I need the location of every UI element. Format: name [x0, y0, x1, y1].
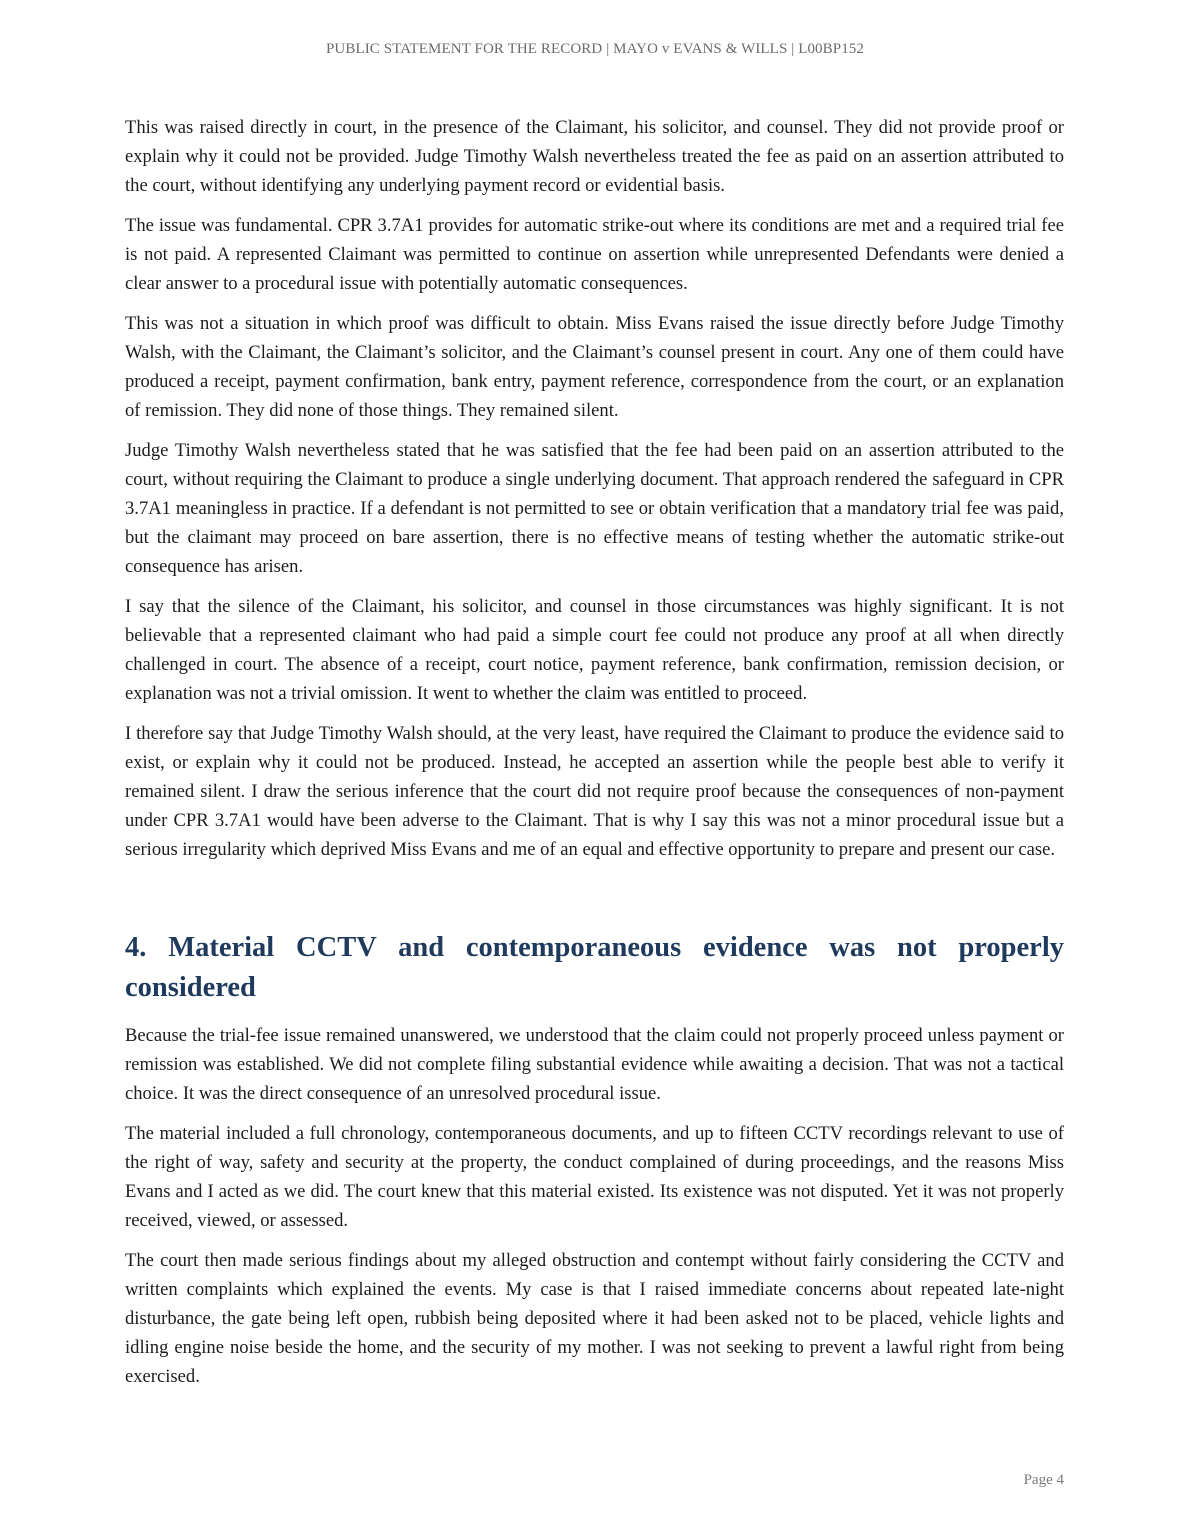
body-paragraph: The issue was fundamental. CPR 3.7A1 provides for automatic strike-out where its conditions are met and a required trial fee is not paid. A represented Claimant was permitted to continue on assertion while unrepresented Defendants were denied a clear answer to a procedural issue with potentially automatic consequences. — [125, 215, 1064, 294]
body-paragraph: The court then made serious findings about my alleged obstruction and contempt without fairly considering the CCTV and written complaints which explained the events. My case is that I raised immediate concerns about repeated late-night disturbance, the gate being left open, rubbish being deposited where it had been asked not to be placed, vehicle lights and idling engine noise beside the home, and the security of my mother. I was not seeking to prevent a lawful right from being exercised. — [125, 1250, 1064, 1387]
body-paragraph: I say that the silence of the Claimant, his solicitor, and counsel in those circumstances was highly significant. It is not believable that a represented claimant who had paid a simple court fee could not produce any proof at all when directly challenged in court. The absence of a receipt, court notice, payment reference, bank confirmation, remission decision, or explanation was not a trivial omission. It went to whether the claim was entitled to proceed. — [125, 596, 1064, 704]
body-paragraph: This was raised directly in court, in the presence of the Claimant, his solicitor, and counsel. They did not provide proof or explain why it could not be provided. Judge Timothy Walsh nevertheless treated the fee as paid on an assertion attributed to the court, without identifying any underlying payment record or evidential basis. — [125, 117, 1064, 196]
section-heading: 4. Material CCTV and contemporaneous evidence was not properly considered — [125, 932, 1064, 1003]
body-paragraph: Because the trial-fee issue remained unanswered, we understood that the claim could not properly proceed unless payment or remission was established. We did not complete filing substantial evidence while awaiting a decision. That was not a tactical choice. It was the direct consequence of an unresolved procedural issue. — [125, 1025, 1064, 1104]
document-body — [125, 113, 1064, 1402]
page-number: Page 4 — [1023, 1472, 1064, 1488]
body-paragraph: I therefore say that Judge Timothy Walsh should, at the very least, have required the Claimant to produce the evidence said to exist, or explain why it could not be produced. Instead, he accepted an assertion while the people best able to verify it remained silent. I draw the serious inference that the court did not require proof because the consequences of non-payment under CPR 3.7A1 would have been adverse to the Claimant. That is why I say this was not a minor procedural issue but a serious irregularity which deprived Miss Evans and me of an equal and effective opportunity to prepare and present our case. — [125, 723, 1064, 860]
body-paragraph: The material included a full chronology, contemporaneous documents, and up to fifteen CCTV recordings relevant to use of the right of way, safety and security at the property, the conduct complained of during proceedings, and the reasons Miss Evans and I acted as we did. The court knew that this material existed. Its existence was not disputed. Yet it was not properly received, viewed, or assessed. — [125, 1123, 1064, 1231]
body-paragraph: Judge Timothy Walsh nevertheless stated that he was satisfied that the fee had been paid on an assertion attributed to the court, without requiring the Claimant to produce a single underlying document. That approach rendered the safeguard in CPR 3.7A1 meaningless in practice. If a defendant is not permitted to see or obtain verification that a mandatory trial fee was paid, but the claimant may proceed on bare assertion, there is no effective means of testing whether the automatic strike-out consequence has arisen. — [125, 440, 1064, 577]
running-header: PUBLIC STATEMENT FOR THE RECORD | MAYO v EVANS & WILLS | L00BP152 — [325, 41, 865, 57]
body-paragraph: This was not a situation in which proof was difficult to obtain. Miss Evans raised the issue directly before Judge Timothy Walsh, with the Claimant, the Claimant’s solicitor, and the Claimant’s counsel present in court. Any one of them could have produced a receipt, payment confirmation, bank entry, payment reference, correspondence from the court, or an explanation of remission. They did none of those things. They remained silent. — [125, 313, 1064, 421]
